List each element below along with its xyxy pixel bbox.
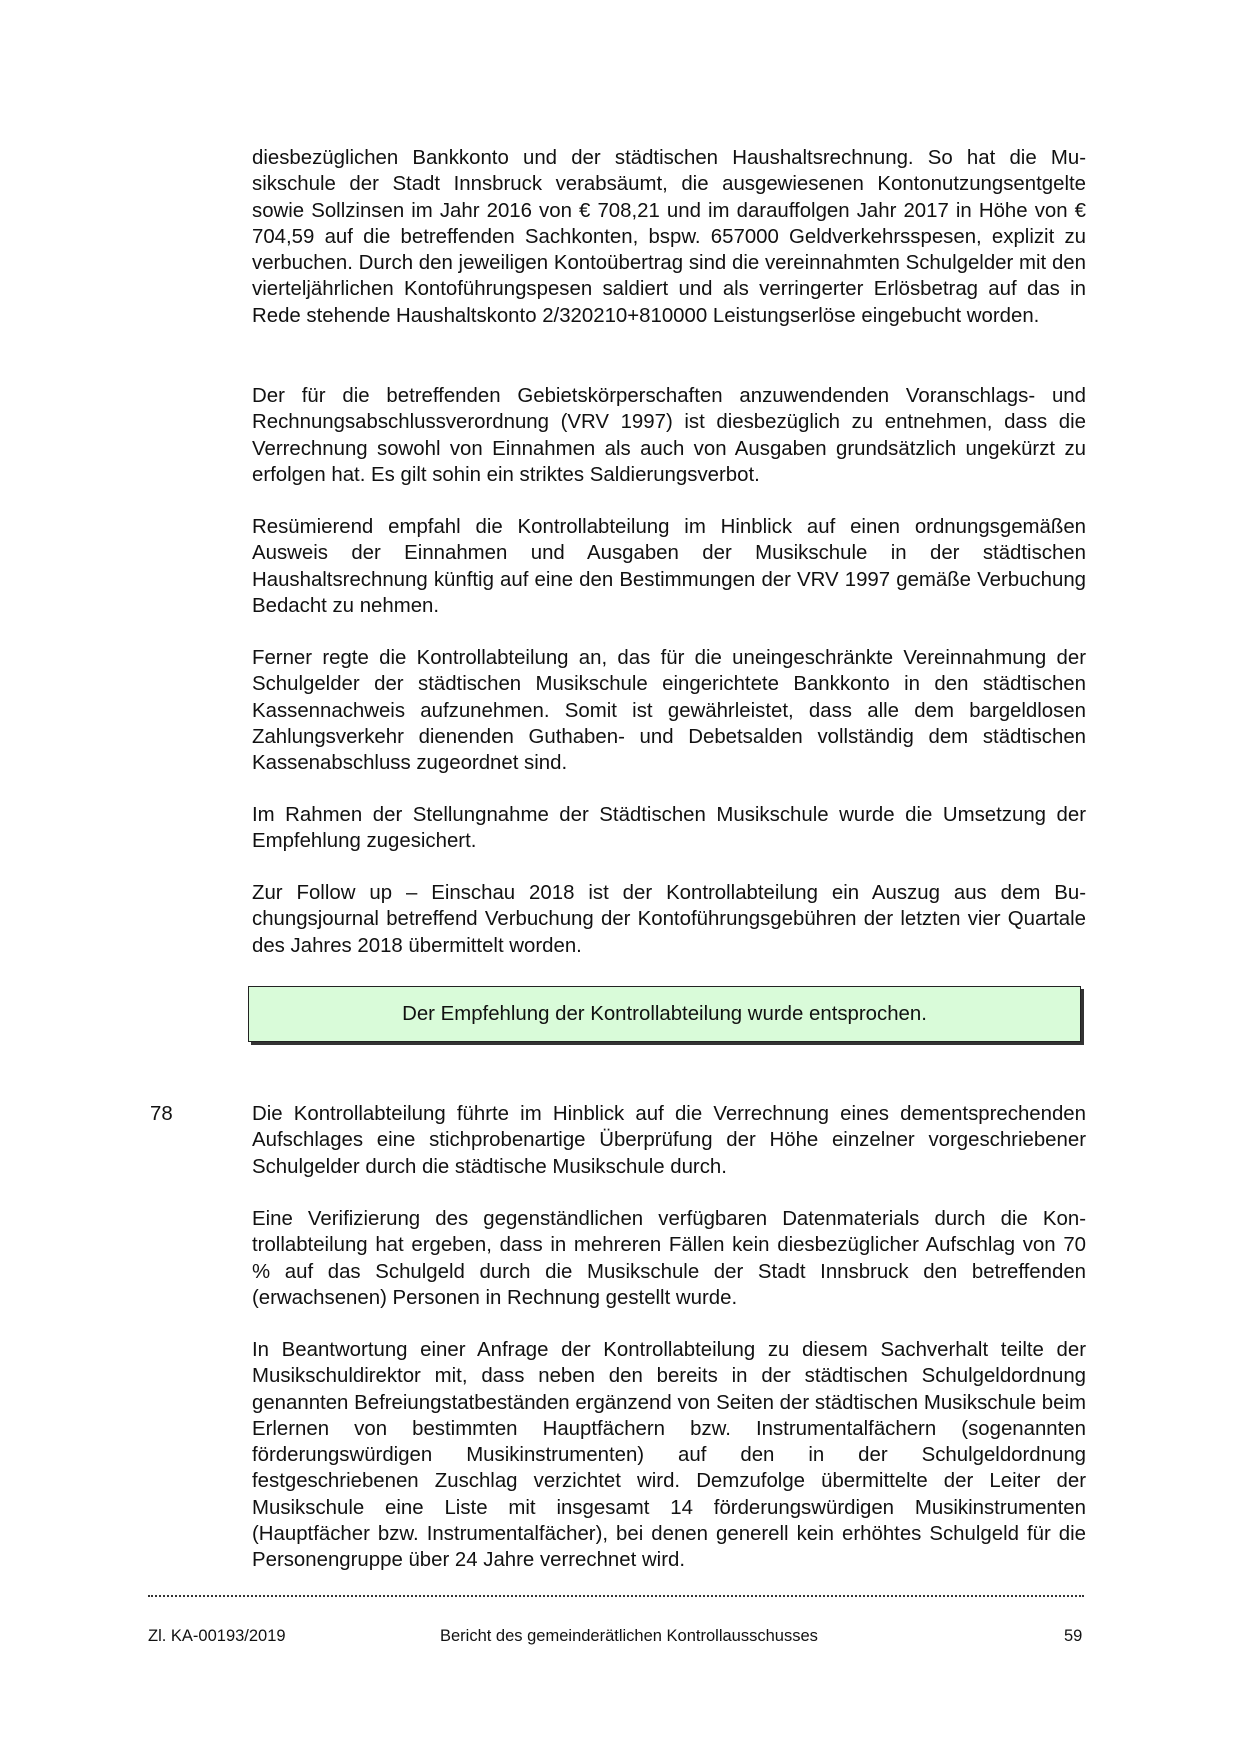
recommendation-fulfilled-box bbox=[248, 986, 1081, 1042]
footer-reference: Zl. KA-00193/2019 bbox=[148, 1627, 286, 1645]
paragraph-bank-account-booking: diesbezüglichen Bankkonto und der städtischen Haushaltsrechnung. So hat die Musikschule der Stadt Innsbruck verabsäumt, die ausgewiesenen Kontonutzungsentgelte sowie Sollzinsen im Jahr 2016 von € 708,21 und im darauffolgen Jahr 2017 in Höhe von € 704,59 auf die betreffenden Sachkonten, bspw. 657000 Geldverkehrsspesen, explizit zu verbuchen. Durch den jeweiligen Kontoübertrag sind die vereinnahmten Schulgelder mit den vierteljährlichen Kontoführungspesen saldiert und als verringerter Erlösbetrag auf das in Rede stehende Haushaltskonto 2/320210+810000 Leistungserlöse eingebucht worden. bbox=[252, 147, 1086, 327]
paragraph-verification-result: Eine Verifizierung des gegenständlichen verfügbaren Datenmaterials durch die Kontrollabteilung hat ergeben, dass in mehreren Fällen kein diesbezüglicher Aufschlag von 70 % auf das Schulgeld durch die Musikschule der Stadt Innsbruck den betreffenden (erwachsenen) Personen in Rechnung gestellt wurde. bbox=[252, 1208, 1086, 1309]
footer-divider bbox=[148, 1595, 1084, 1597]
footer-report-title: Bericht des gemeinderätlichen Kontrollausschusses bbox=[440, 1627, 818, 1645]
paragraph-follow-up: Zur Follow up – Einschau 2018 ist der Kontrollabteilung ein Auszug aus dem Buchungsjournal betreffend Verbuchung der Kontoführungsgebühren der letzten vier Quartale des Jahres 2018 übermittelt worden. bbox=[252, 882, 1086, 957]
paragraph-statement-response: Im Rahmen der Stellungnahme der Städtischen Musikschule wurde die Umsetzung der Empfehlung zugesichert. bbox=[252, 804, 1086, 853]
recommendation-fulfilled-text: Der Empfehlung der Kontrollabteilung wurde entsprochen. bbox=[402, 1002, 927, 1025]
footer-page-number: 59 bbox=[1064, 1627, 1083, 1645]
paragraph-random-check: Die Kontrollabteilung führte im Hinblick auf die Verrechnung eines dementsprechenden Aufschlages eine stichprobenartige Überprüfung der Höhe einzelner vorgeschriebener Schulgelder durch die städtische Musikschule durch. bbox=[252, 1103, 1086, 1178]
paragraph-cash-record-suggestion: Ferner regte die Kontrollabteilung an, das für die uneingeschränkte Vereinnahmung der Schulgelder der städtischen Musikschule eingerichtete Bankkonto in den städtischen Kassennachweis aufzunehmen. Somit ist gewährleistet, dass alle dem bargeldlosen Zahlungsverkehr dienenden Guthaben- und Debetsalden vollständig dem städtischen Kassenabschluss zugeordnet sind. bbox=[252, 647, 1086, 775]
paragraph-recommendation-summary: Resümierend empfahl die Kontrollabteilung im Hinblick auf einen ordnungsgemäßen Ausweis der Einnahmen und Ausgaben der Musikschule in der städtischen Haushaltsrechnung künftig auf eine den Bestimmungen der VRV 1997 gemäße Verbuchung Bedacht zu nehmen. bbox=[252, 516, 1086, 617]
section-number: 78 bbox=[150, 1103, 173, 1125]
paragraph-vrv-1997: Der für die betreffenden Gebietskörperschaften anzuwendenden Voranschlags- und Rechnungsabschlussverordnung (VRV 1997) ist diesbezüglich zu entnehmen, dass die Verrechnung sowohl von Einnahmen als auch von Ausgaben grundsätzlich ungekürzt zu erfolgen hat. Es gilt sohin ein striktes Saldierungsverbot. bbox=[252, 385, 1086, 486]
paragraph-director-response: In Beantwortung einer Anfrage der Kontrollabteilung zu diesem Sachverhalt teilte der Musikschuldirektor mit, dass neben den bereits in der städtischen Schulgeldordnung genannten Befreiungstatbeständen ergänzend von Seiten der städtischen Musikschule beim Erlernen von bestimmten Hauptfächern bzw. Instrumentalfächern (sogenannten förderungswürdigen Musikinstrumenten) auf den in der Schulgeldordnung festgeschriebenen Zuschlag verzichtet wird. Demzufolge übermittelte der Leiter der Musikschule eine Liste mit insgesamt 14 förderungswürdigen Musikinstrumenten (Hauptfächer bzw. Instrumentalfächer), bei denen generell kein erhöhtes Schulgeld für die Personengruppe über 24 Jahre verrechnet wird. bbox=[252, 1339, 1086, 1572]
